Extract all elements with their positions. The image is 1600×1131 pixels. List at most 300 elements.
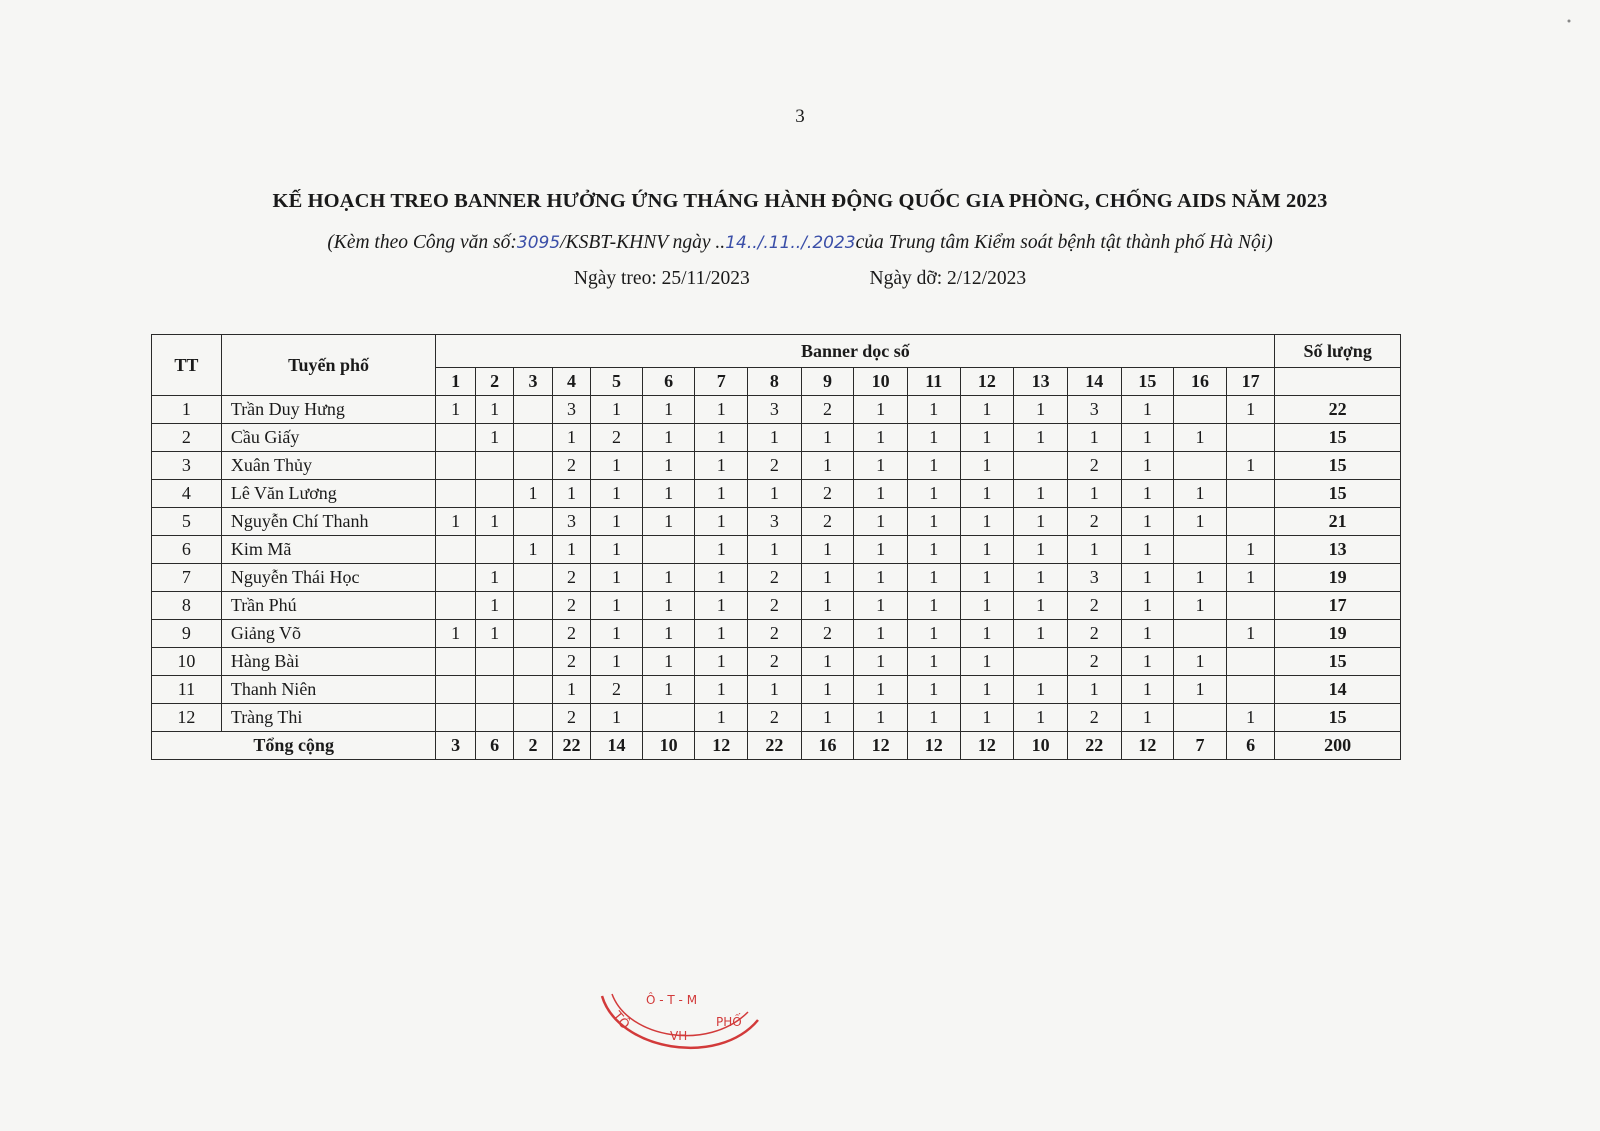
banner-count-cell: 1: [1226, 704, 1275, 732]
banner-count-cell: 1: [695, 424, 748, 452]
street-name: Nguyễn Chí Thanh: [221, 508, 436, 536]
banner-count-cell: 1: [695, 564, 748, 592]
banner-count-cell: [1226, 508, 1275, 536]
table-row: [152, 648, 1401, 676]
banner-count-cell: 1: [1226, 396, 1275, 424]
banner-count-cell: [475, 704, 513, 732]
table-row: [152, 620, 1401, 648]
banner-count-cell: 1: [695, 480, 748, 508]
banner-count-cell: [475, 536, 513, 564]
banner-count-cell: 1: [854, 508, 908, 536]
sum-cell: 22: [552, 732, 590, 760]
table-row: [152, 396, 1401, 424]
street-name: Cầu Giấy: [221, 424, 436, 452]
handwritten-date: 14../.11../.2023: [725, 233, 856, 253]
banner-count-cell: 1: [801, 648, 854, 676]
banner-count-cell: [514, 704, 552, 732]
banner-plan-table: [151, 334, 1401, 760]
banner-number-header: 2: [475, 368, 513, 396]
banner-count-cell: 1: [436, 620, 475, 648]
banner-count-cell: 1: [854, 564, 908, 592]
banner-count-cell: 1: [475, 592, 513, 620]
banner-count-cell: 1: [907, 396, 960, 424]
row-index: 4: [152, 480, 222, 508]
banner-count-cell: [436, 648, 475, 676]
banner-count-cell: 1: [1226, 452, 1275, 480]
banner-count-cell: 1: [552, 424, 590, 452]
banner-count-cell: 1: [1014, 620, 1068, 648]
banner-count-cell: 2: [1067, 508, 1121, 536]
banner-count-cell: [1174, 452, 1227, 480]
banner-count-cell: 1: [695, 536, 748, 564]
svg-text:Ô - T - M: Ô - T - M: [646, 993, 698, 1007]
banner-count-cell: [514, 592, 552, 620]
banner-count-cell: 1: [475, 424, 513, 452]
banner-count-cell: 2: [552, 620, 590, 648]
sum-cell: 12: [1121, 732, 1174, 760]
banner-count-cell: [514, 396, 552, 424]
subtitle-prefix: (Kèm theo Công văn số:: [327, 232, 517, 253]
banner-number-header: 9: [801, 368, 854, 396]
banner-count-cell: [436, 480, 475, 508]
banner-count-cell: [514, 620, 552, 648]
row-total: 15: [1275, 424, 1401, 452]
table-row: [152, 704, 1401, 732]
row-index: 7: [152, 564, 222, 592]
banner-count-cell: 1: [960, 620, 1014, 648]
banner-count-cell: 1: [591, 704, 643, 732]
sum-cell: 7: [1174, 732, 1227, 760]
banner-count-cell: 1: [854, 424, 908, 452]
banner-count-cell: 1: [1067, 480, 1121, 508]
banner-count-cell: 2: [748, 620, 802, 648]
banner-count-cell: 1: [642, 592, 695, 620]
banner-count-cell: 1: [591, 564, 643, 592]
banner-count-cell: 1: [1067, 424, 1121, 452]
banner-count-cell: 3: [748, 508, 802, 536]
banner-count-cell: 1: [907, 452, 960, 480]
banner-count-cell: 1: [1121, 676, 1174, 704]
hang-date-label: Ngày treo:: [573, 268, 657, 289]
banner-count-cell: 1: [591, 592, 643, 620]
row-total: 15: [1275, 480, 1401, 508]
banner-count-cell: [1174, 704, 1227, 732]
banner-number-header: 4: [552, 368, 590, 396]
banner-count-cell: [475, 676, 513, 704]
banner-count-cell: 1: [642, 452, 695, 480]
banner-count-cell: 1: [1014, 592, 1068, 620]
banner-count-cell: [514, 508, 552, 536]
banner-count-cell: 1: [552, 676, 590, 704]
row-index: 12: [152, 704, 222, 732]
banner-count-cell: 1: [695, 592, 748, 620]
banner-count-cell: 1: [1174, 676, 1227, 704]
banner-count-cell: 1: [1121, 508, 1174, 536]
row-total: 15: [1275, 704, 1401, 732]
hang-date-value: 25/11/2023: [661, 268, 750, 289]
banner-count-cell: 1: [1121, 704, 1174, 732]
banner-number-header: 8: [748, 368, 802, 396]
row-total: 17: [1275, 592, 1401, 620]
banner-count-cell: [475, 452, 513, 480]
banner-count-cell: 1: [907, 536, 960, 564]
banner-count-cell: [475, 480, 513, 508]
banner-count-cell: [1226, 424, 1275, 452]
street-name: Trần Duy Hưng: [221, 396, 436, 424]
banner-number-header: 7: [695, 368, 748, 396]
table-row: [152, 592, 1401, 620]
banner-count-cell: [1174, 536, 1227, 564]
banner-number-header: 11: [907, 368, 960, 396]
banner-count-cell: 2: [1067, 620, 1121, 648]
banner-count-cell: 1: [436, 508, 475, 536]
banner-count-cell: 1: [960, 648, 1014, 676]
banner-count-cell: 1: [907, 592, 960, 620]
street-name: Hàng Bài: [221, 648, 436, 676]
sum-cell: 2: [514, 732, 552, 760]
sum-label: Tổng cộng: [152, 732, 436, 760]
street-name: Giảng Võ: [221, 620, 436, 648]
row-total: 13: [1275, 536, 1401, 564]
header-street: Tuyến phố: [221, 335, 436, 396]
banner-count-cell: 1: [960, 676, 1014, 704]
banner-count-cell: 1: [960, 704, 1014, 732]
row-total: 15: [1275, 648, 1401, 676]
banner-count-cell: [436, 424, 475, 452]
banner-count-cell: [642, 704, 695, 732]
sum-cell: 6: [1226, 732, 1275, 760]
banner-count-cell: 1: [1174, 508, 1227, 536]
banner-count-cell: [436, 704, 475, 732]
street-name: Thanh Niên: [221, 676, 436, 704]
grand-total: 200: [1275, 732, 1401, 760]
banner-count-cell: 1: [642, 564, 695, 592]
sum-cell: 6: [475, 732, 513, 760]
banner-count-cell: [514, 648, 552, 676]
banner-count-cell: 1: [1014, 704, 1068, 732]
banner-count-cell: [436, 676, 475, 704]
banner-count-cell: 1: [695, 620, 748, 648]
banner-count-cell: 1: [960, 452, 1014, 480]
banner-count-cell: 1: [642, 676, 695, 704]
banner-count-cell: 1: [552, 480, 590, 508]
banner-count-cell: 1: [591, 536, 643, 564]
banner-count-cell: [436, 536, 475, 564]
banner-count-cell: [1014, 452, 1068, 480]
banner-count-cell: 1: [695, 704, 748, 732]
hang-dates: [0, 268, 1600, 290]
sum-cell: 12: [854, 732, 908, 760]
sum-cell: 12: [960, 732, 1014, 760]
banner-count-cell: 1: [854, 676, 908, 704]
banner-count-cell: 1: [1121, 480, 1174, 508]
banner-count-cell: 2: [748, 704, 802, 732]
banner-count-cell: 2: [748, 648, 802, 676]
header-banner-group: Banner dọc số: [436, 335, 1275, 368]
banner-count-cell: 1: [1226, 620, 1275, 648]
banner-count-cell: 1: [1174, 648, 1227, 676]
banner-count-cell: [1174, 396, 1227, 424]
banner-count-cell: 2: [748, 564, 802, 592]
banner-count-cell: 1: [1226, 564, 1275, 592]
quantity-header-spacer: [1275, 368, 1401, 396]
banner-count-cell: 2: [591, 676, 643, 704]
banner-count-cell: [1174, 620, 1227, 648]
banner-count-cell: 1: [854, 480, 908, 508]
banner-count-cell: 3: [748, 396, 802, 424]
banner-count-cell: 1: [591, 452, 643, 480]
banner-count-cell: [1226, 648, 1275, 676]
banner-count-cell: 1: [907, 620, 960, 648]
remove-date-value: 2/12/2023: [946, 268, 1027, 289]
banner-count-cell: 3: [552, 508, 590, 536]
banner-count-cell: 1: [591, 396, 643, 424]
banner-count-cell: 1: [642, 620, 695, 648]
banner-count-cell: 1: [436, 396, 475, 424]
red-stamp-seal: [598, 990, 764, 1062]
banner-count-cell: 2: [1067, 648, 1121, 676]
banner-count-cell: 1: [695, 508, 748, 536]
header-tt: TT: [152, 335, 222, 396]
banner-count-cell: 1: [854, 396, 908, 424]
banner-count-cell: 1: [748, 536, 802, 564]
banner-count-cell: 1: [1121, 536, 1174, 564]
table-row: [152, 564, 1401, 592]
banner-count-cell: 1: [854, 704, 908, 732]
sum-cell: 14: [591, 732, 643, 760]
row-index: 11: [152, 676, 222, 704]
sum-cell: 10: [642, 732, 695, 760]
banner-count-cell: 2: [552, 704, 590, 732]
scan-speck: [1566, 18, 1572, 24]
banner-count-cell: 1: [960, 480, 1014, 508]
banner-number-header: 17: [1226, 368, 1275, 396]
banner-number-header: 12: [960, 368, 1014, 396]
banner-count-cell: 1: [642, 480, 695, 508]
banner-count-cell: 1: [514, 536, 552, 564]
row-index: 10: [152, 648, 222, 676]
row-total: 19: [1275, 620, 1401, 648]
banner-count-cell: 1: [748, 424, 802, 452]
banner-count-cell: 3: [1067, 564, 1121, 592]
banner-count-cell: 1: [642, 396, 695, 424]
banner-count-cell: 1: [960, 564, 1014, 592]
banner-count-cell: 1: [907, 480, 960, 508]
banner-count-cell: 1: [695, 396, 748, 424]
sum-cell: 3: [436, 732, 475, 760]
document-title: KẾ HOẠCH TREO BANNER HƯỞNG ỨNG THÁNG HÀNH ĐỘNG QUỐC GIA PHÒNG, CHỐNG AIDS NĂM 2023: [272, 190, 1328, 212]
table-row: [152, 536, 1401, 564]
banner-number-header: 13: [1014, 368, 1068, 396]
banner-number-header: 15: [1121, 368, 1174, 396]
banner-count-cell: 1: [960, 536, 1014, 564]
header-quantity: Số lượng: [1275, 335, 1401, 368]
banner-count-cell: 1: [1014, 508, 1068, 536]
banner-count-cell: 1: [1014, 536, 1068, 564]
sum-cell: 16: [801, 732, 854, 760]
banner-count-cell: 2: [748, 452, 802, 480]
banner-count-cell: 1: [854, 452, 908, 480]
banner-count-cell: 1: [1121, 620, 1174, 648]
row-index: 3: [152, 452, 222, 480]
banner-count-cell: 1: [1174, 424, 1227, 452]
street-name: Nguyễn Thái Học: [221, 564, 436, 592]
banner-count-cell: 1: [1014, 480, 1068, 508]
table-row: [152, 676, 1401, 704]
page-number: 3: [795, 106, 805, 127]
banner-count-cell: 1: [960, 508, 1014, 536]
document-subtitle: [0, 232, 1600, 254]
banner-count-cell: 1: [1014, 676, 1068, 704]
banner-count-cell: 1: [1014, 424, 1068, 452]
banner-count-cell: 1: [854, 536, 908, 564]
banner-count-cell: 2: [591, 424, 643, 452]
banner-count-cell: 1: [907, 676, 960, 704]
banner-count-cell: 2: [552, 564, 590, 592]
banner-count-cell: [514, 676, 552, 704]
banner-count-cell: 1: [748, 676, 802, 704]
banner-count-cell: 1: [591, 480, 643, 508]
table-body: [152, 396, 1401, 760]
banner-count-cell: [514, 564, 552, 592]
sum-cell: 10: [1014, 732, 1068, 760]
banner-count-cell: 1: [1121, 452, 1174, 480]
banner-count-cell: 1: [1014, 564, 1068, 592]
banner-count-cell: 1: [695, 676, 748, 704]
banner-count-cell: 2: [1067, 704, 1121, 732]
svg-text:TÔ: TÔ: [608, 1008, 633, 1033]
banner-count-cell: 1: [695, 452, 748, 480]
banner-count-cell: 2: [748, 592, 802, 620]
banner-count-cell: 1: [854, 648, 908, 676]
banner-count-cell: 1: [1067, 676, 1121, 704]
banner-count-cell: [514, 424, 552, 452]
street-name: Trần Phú: [221, 592, 436, 620]
banner-count-cell: 1: [801, 592, 854, 620]
banner-count-cell: 1: [1121, 592, 1174, 620]
banner-count-cell: 1: [1174, 592, 1227, 620]
banner-number-header: 16: [1174, 368, 1227, 396]
banner-count-cell: 1: [854, 620, 908, 648]
banner-count-cell: [642, 536, 695, 564]
banner-count-cell: 1: [801, 452, 854, 480]
banner-count-cell: 1: [591, 508, 643, 536]
banner-count-cell: 3: [1067, 396, 1121, 424]
street-name: Lê Văn Lương: [221, 480, 436, 508]
banner-count-cell: 1: [1067, 536, 1121, 564]
sum-row: [152, 732, 1401, 760]
banner-count-cell: [1226, 480, 1275, 508]
banner-count-cell: [1014, 648, 1068, 676]
banner-number-header: 14: [1067, 368, 1121, 396]
banner-count-cell: 1: [907, 508, 960, 536]
sum-cell: 12: [907, 732, 960, 760]
banner-count-cell: 1: [475, 620, 513, 648]
subtitle-suffix: của Trung tâm Kiểm soát bệnh tật thành phố Hà Nội): [855, 232, 1273, 253]
banner-count-cell: 1: [960, 396, 1014, 424]
banner-count-cell: 1: [907, 424, 960, 452]
street-name: Tràng Thi: [221, 704, 436, 732]
table-row: [152, 508, 1401, 536]
banner-count-cell: 2: [801, 396, 854, 424]
banner-count-cell: 1: [1121, 396, 1174, 424]
banner-number-header: 5: [591, 368, 643, 396]
banner-count-cell: 1: [1014, 396, 1068, 424]
banner-count-cell: 1: [907, 704, 960, 732]
banner-number-header: 6: [642, 368, 695, 396]
banner-count-cell: 2: [801, 480, 854, 508]
banner-count-cell: 1: [475, 396, 513, 424]
banner-count-cell: [475, 648, 513, 676]
banner-count-cell: 1: [475, 508, 513, 536]
street-name: Xuân Thủy: [221, 452, 436, 480]
banner-count-cell: 1: [1121, 424, 1174, 452]
banner-count-cell: 1: [475, 564, 513, 592]
row-total: 22: [1275, 396, 1401, 424]
row-total: 19: [1275, 564, 1401, 592]
banner-count-cell: 1: [1121, 648, 1174, 676]
banner-count-cell: 1: [854, 592, 908, 620]
banner-count-cell: [436, 452, 475, 480]
table-row: [152, 424, 1401, 452]
table-row: [152, 480, 1401, 508]
row-index: 9: [152, 620, 222, 648]
banner-count-cell: [1226, 676, 1275, 704]
banner-count-cell: 2: [552, 452, 590, 480]
banner-count-cell: 1: [1121, 564, 1174, 592]
table-row: [152, 452, 1401, 480]
row-total: 14: [1275, 676, 1401, 704]
sum-cell: 12: [695, 732, 748, 760]
row-index: 6: [152, 536, 222, 564]
banner-count-cell: [436, 564, 475, 592]
banner-count-cell: 1: [907, 648, 960, 676]
banner-count-cell: 1: [642, 648, 695, 676]
row-index: 5: [152, 508, 222, 536]
street-name: Kim Mã: [221, 536, 436, 564]
banner-count-cell: 1: [801, 704, 854, 732]
row-index: 1: [152, 396, 222, 424]
svg-text:PHỐ: PHỐ: [716, 1015, 742, 1029]
banner-count-cell: 1: [748, 480, 802, 508]
banner-count-cell: 1: [960, 592, 1014, 620]
row-index: 2: [152, 424, 222, 452]
banner-count-cell: [436, 592, 475, 620]
row-index: 8: [152, 592, 222, 620]
banner-count-cell: 2: [801, 508, 854, 536]
banner-count-cell: 1: [1174, 480, 1227, 508]
banner-count-cell: [1226, 592, 1275, 620]
banner-count-cell: 2: [552, 592, 590, 620]
banner-count-cell: 1: [591, 620, 643, 648]
banner-count-cell: 1: [801, 536, 854, 564]
sum-cell: 22: [748, 732, 802, 760]
banner-count-cell: 2: [1067, 592, 1121, 620]
handwritten-doc-number: 3095: [516, 233, 561, 253]
banner-count-cell: 1: [801, 564, 854, 592]
svg-text:VH: VH: [670, 1029, 688, 1043]
banner-count-cell: 3: [552, 396, 590, 424]
banner-count-cell: 1: [960, 424, 1014, 452]
banner-count-cell: 1: [801, 424, 854, 452]
banner-count-cell: 1: [514, 480, 552, 508]
banner-count-cell: [514, 452, 552, 480]
banner-count-cell: 1: [1226, 536, 1275, 564]
sum-cell: 22: [1067, 732, 1121, 760]
banner-count-cell: 1: [642, 424, 695, 452]
banner-count-cell: 1: [552, 536, 590, 564]
banner-count-cell: 1: [1174, 564, 1227, 592]
